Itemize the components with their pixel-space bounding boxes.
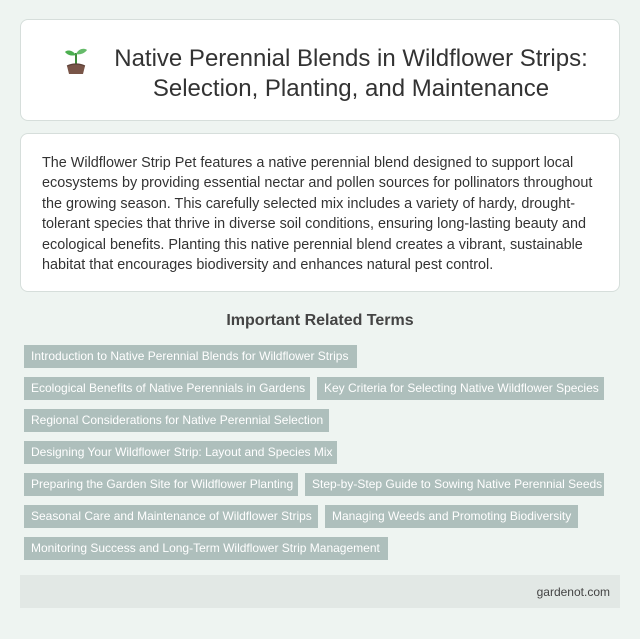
seedling-icon	[63, 45, 89, 75]
header-card	[20, 19, 620, 121]
footer	[20, 575, 620, 608]
related-term-tag[interactable]: Step-by-Step Guide to Sowing Native Perennial Seeds	[305, 473, 604, 496]
title-line-1: Native Perennial Blends in Wildflower Strips:	[114, 45, 588, 72]
related-term-tag[interactable]: Regional Considerations for Native Perennial Selection	[24, 409, 329, 432]
related-term-tag[interactable]: Key Criteria for Selecting Native Wildflower Species	[317, 377, 604, 400]
related-term-tag[interactable]: Preparing the Garden Site for Wildflower Planting	[24, 473, 298, 496]
title-line-2: Selection, Planting, and Maintenance	[152, 75, 550, 102]
intro-paragraph: The Wildflower Strip Pet features a native perennial blend designed to support local ecosystems by providing essential nectar and pollen sources for pollinators throughout the growing season. This carefully selected mix includes a variety of hardy, drought-tolerant species that thrive in diverse soil conditions, ensuring long-lasting beauty and ecological benefits. Planting this native perennial blend creates a vibrant, sustainable habitat that encourages biodiversity and enhances natural pest control.	[42, 155, 593, 274]
related-term-tag[interactable]: Seasonal Care and Maintenance of Wildflower Strips	[24, 505, 318, 528]
related-terms-heading: Important Related Terms	[226, 312, 414, 329]
related-term-tag[interactable]: Monitoring Success and Long-Term Wildflower Strip Management	[24, 537, 388, 560]
related-term-tag[interactable]: Ecological Benefits of Native Perennials in Gardens	[24, 377, 310, 400]
related-term-tag[interactable]: Introduction to Native Perennial Blends for Wildflower Strips	[24, 345, 357, 368]
related-term-tag[interactable]: Managing Weeds and Promoting Biodiversity	[325, 505, 578, 528]
footer-site-link[interactable]: gardenot.com	[536, 585, 610, 599]
intro-card	[20, 133, 620, 292]
related-term-tag[interactable]: Designing Your Wildflower Strip: Layout and Species Mix	[24, 441, 337, 464]
page-title	[111, 44, 591, 104]
